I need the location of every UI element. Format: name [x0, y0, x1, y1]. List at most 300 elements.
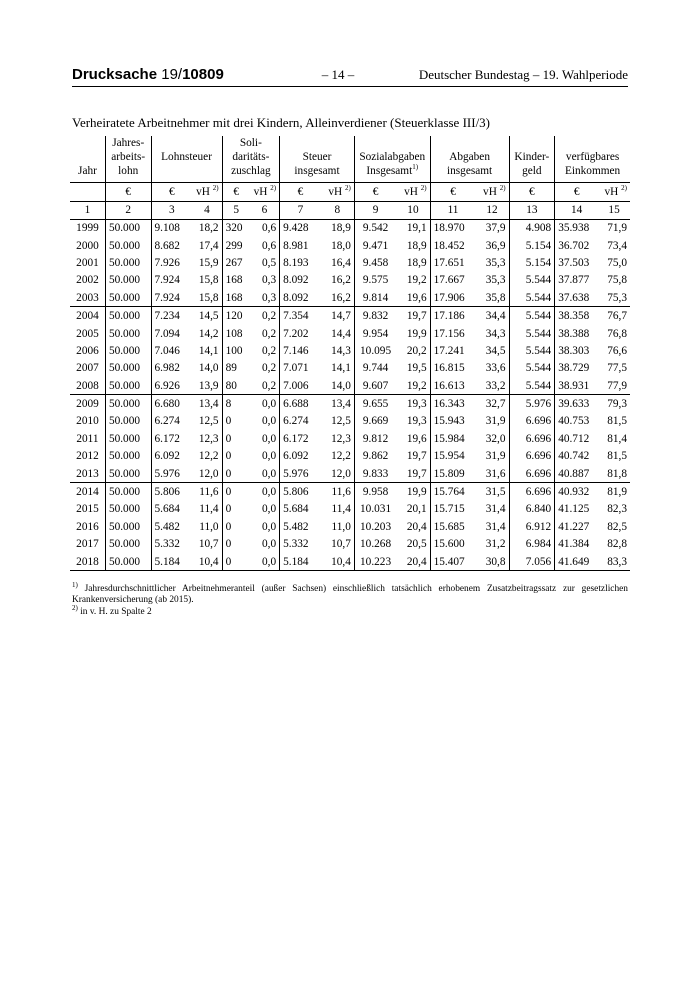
cell-abgaben-vh: 33,2 — [485, 379, 506, 392]
cell-steuer-vh: 12,3 — [331, 432, 351, 445]
data-table — [70, 136, 630, 571]
cell-einkommen-vh: 75,0 — [607, 256, 627, 269]
cell-lohnsteuer-eur: 6.926 — [151, 377, 192, 395]
unit-euro: € — [555, 182, 598, 201]
cell-einkommen-vh: 83,3 — [598, 553, 630, 571]
cell-lohnsteuer-vh: 10,7 — [198, 538, 219, 551]
cell-soli-vh: 0,6 — [262, 222, 277, 235]
cell-abgaben-vh: 31,9 — [485, 450, 506, 463]
cell-lohnsteuer-vh: 11,0 — [199, 520, 219, 533]
cell-lohnsteuer-eur: 7.094 — [151, 325, 192, 342]
cell-abgaben-eur: 15.809 — [430, 465, 475, 483]
cell-abgaben-eur: 15.943 — [430, 413, 475, 430]
cell-lohnsteuer-eur: 7.924 — [151, 289, 192, 307]
cell-kindergeld-eur: 5.544 — [509, 377, 555, 395]
cell-lohnsteuer-vh: 13,4 — [192, 395, 222, 413]
cell-lohnsteuer-vh: 17,4 — [198, 239, 219, 252]
cell-steuer-eur: 5.332 — [280, 536, 321, 553]
header-sozial-1: Sozialabgaben — [354, 150, 430, 164]
cell-soli-vh: 0,0 — [250, 553, 280, 571]
column-number: 2 — [105, 201, 151, 219]
page-header — [72, 64, 628, 87]
cell-einkommen-vh: 82,8 — [607, 538, 627, 551]
cell-abgaben-eur: 17.906 — [430, 289, 475, 307]
cell-lohnsteuer-eur: 5.684 — [151, 501, 192, 518]
cell-einkommen-eur: 38.931 — [555, 377, 598, 395]
cell-jahr: 2018 — [70, 553, 105, 571]
cell-einkommen-eur: 41.125 — [555, 501, 598, 518]
cell-lohnsteuer-eur: 5.806 — [151, 483, 192, 501]
cell-sozial-eur: 9.954 — [354, 325, 396, 342]
publisher: Deutscher Bundestag – 19. Wahlperiode — [418, 67, 628, 82]
cell-sozial-vh: 18,9 — [406, 239, 427, 252]
cell-jahresarbeitslohn: 50.000 — [105, 219, 151, 237]
cell-abgaben-vh: 31,4 — [485, 520, 506, 533]
cell-abgaben-eur: 17.651 — [430, 254, 475, 271]
cell-jahr: 2016 — [76, 520, 99, 533]
cell-sozial-eur: 9.812 — [354, 430, 396, 447]
cell-lohnsteuer-eur: 6.680 — [151, 395, 192, 413]
cell-lohnsteuer-eur: 7.046 — [151, 342, 192, 359]
cell-einkommen-eur: 36.702 — [555, 237, 598, 254]
unit-euro: € — [509, 182, 555, 201]
table-row — [70, 289, 630, 307]
cell-steuer-vh: 11,0 — [331, 520, 351, 533]
cell-sozial-eur: 9.814 — [354, 289, 396, 307]
cell-steuer-eur: 6.274 — [280, 413, 321, 430]
cell-steuer-vh: 12,0 — [331, 467, 351, 480]
table-row — [70, 430, 630, 447]
cell-kindergeld-eur: 5.976 — [509, 395, 555, 413]
cell-jahr: 2015 — [76, 503, 99, 516]
cell-steuer-eur: 8.092 — [280, 272, 321, 289]
cell-steuer-vh: 14,0 — [331, 379, 351, 392]
cell-kindergeld-eur: 4.908 — [509, 219, 555, 237]
cell-jahr: 2006 — [76, 344, 99, 357]
cell-steuer-vh: 11,4 — [331, 503, 351, 516]
cell-steuer-eur: 8.193 — [280, 254, 321, 271]
header-verfuegbar-1: verfügbares — [555, 150, 630, 164]
column-number: 5 — [222, 201, 250, 219]
cell-kindergeld-eur: 6.696 — [509, 413, 555, 430]
column-number: 10 — [396, 201, 430, 219]
cell-jahr: 2002 — [76, 274, 99, 287]
header-lohnsteuer: Lohnsteuer — [151, 150, 222, 164]
cell-steuer-vh: 18,0 — [331, 239, 351, 252]
cell-abgaben-eur: 15.407 — [430, 553, 475, 571]
cell-abgaben-vh: 35,8 — [485, 291, 506, 304]
cell-abgaben-vh: 37,9 — [485, 222, 506, 235]
table-row — [70, 465, 630, 483]
cell-einkommen-vh: 81,8 — [607, 467, 627, 480]
cell-steuer-eur: 8.981 — [280, 237, 321, 254]
cell-abgaben-vh: 32,7 — [475, 395, 509, 413]
cell-sozial-eur: 10.268 — [354, 536, 396, 553]
cell-sozial-vh: 20,5 — [406, 538, 427, 551]
cell-jahresarbeitslohn: 50.000 — [105, 483, 151, 501]
cell-lohnsteuer-vh: 14,1 — [198, 344, 219, 357]
unit-euro: € — [280, 182, 321, 201]
cell-einkommen-vh: 81,5 — [607, 415, 627, 428]
cell-kindergeld-eur: 6.840 — [509, 501, 555, 518]
table-row — [70, 395, 630, 413]
table-row — [70, 272, 630, 289]
unit-vh: vH $^{2)}$ — [598, 182, 630, 201]
cell-jahr: 2011 — [76, 432, 99, 445]
cell-abgaben-vh: 34,5 — [485, 344, 506, 357]
year-group — [70, 219, 630, 307]
cell-lohnsteuer-eur: 8.682 — [151, 237, 192, 254]
cell-soli-eur: 80 — [222, 377, 250, 395]
cell-lohnsteuer-vh: 18,2 — [198, 222, 219, 235]
cell-steuer-eur: 5.976 — [280, 465, 321, 483]
cell-steuer-eur: 8.092 — [280, 289, 321, 307]
cell-soli-eur: 0 — [222, 413, 250, 430]
cell-einkommen-eur: 41.649 — [555, 553, 598, 571]
header-kindergeld-1: Kinder- — [509, 150, 555, 164]
cell-lohnsteuer-eur: 9.108 — [151, 219, 192, 237]
cell-sozial-vh: 19,3 — [396, 395, 430, 413]
cell-einkommen-eur: 41.227 — [555, 518, 598, 535]
cell-abgaben-eur: 15.984 — [430, 430, 475, 447]
cell-soli-eur: 120 — [222, 307, 250, 325]
cell-steuer-eur: 6.172 — [280, 430, 321, 447]
cell-steuer-vh: 13,4 — [321, 395, 355, 413]
cell-einkommen-vh: 82,3 — [607, 503, 627, 516]
cell-sozial-vh: 19,5 — [406, 362, 427, 375]
cell-jahr: 2004 — [70, 307, 105, 325]
cell-kindergeld-eur: 5.154 — [509, 254, 555, 271]
table-header — [70, 136, 630, 182]
cell-sozial-vh: 18,9 — [406, 256, 427, 269]
cell-jahr: 2008 — [76, 379, 99, 392]
cell-abgaben-eur: 18.970 — [430, 219, 475, 237]
cell-jahr: 2009 — [70, 395, 105, 413]
cell-einkommen-eur: 38.729 — [555, 360, 598, 377]
cell-abgaben-eur: 15.715 — [430, 501, 475, 518]
cell-soli-vh: 0,3 — [262, 291, 277, 304]
cell-soli-eur: 100 — [222, 342, 250, 359]
cell-jahresarbeitslohn: 50.000 — [105, 325, 151, 342]
cell-soli-vh: 0,0 — [262, 538, 277, 551]
unit-vh: vH $^{2)}$ — [396, 182, 430, 201]
cell-abgaben-vh: 34,3 — [485, 327, 506, 340]
cell-soli-eur: 299 — [222, 237, 250, 254]
unit-vh: vH $^{2)}$ — [192, 182, 222, 201]
cell-einkommen-eur: 35.938 — [555, 219, 598, 237]
cell-jahr: 2012 — [76, 450, 99, 463]
cell-kindergeld-eur: 5.154 — [509, 237, 555, 254]
cell-jahr: 1999 — [76, 222, 99, 235]
doc-number-prefix: 19/ — [161, 66, 183, 83]
cell-jahresarbeitslohn: 50.000 — [105, 536, 151, 553]
cell-steuer-eur: 6.092 — [280, 448, 321, 465]
cell-abgaben-vh: 31,2 — [485, 538, 506, 551]
column-number: 3 — [151, 201, 192, 219]
header-sozial-2: Insgesamt$^{1)}$ — [354, 164, 430, 178]
cell-einkommen-eur: 37.503 — [555, 254, 598, 271]
unit-euro: € — [430, 182, 475, 201]
cell-kindergeld-eur: 6.696 — [509, 448, 555, 465]
cell-abgaben-eur: 17.667 — [430, 272, 475, 289]
cell-jahresarbeitslohn: 50.000 — [105, 518, 151, 535]
cell-sozial-eur: 9.744 — [354, 360, 396, 377]
cell-sozial-eur: 9.471 — [354, 237, 396, 254]
cell-einkommen-eur: 40.932 — [555, 483, 598, 501]
cell-jahresarbeitslohn: 50.000 — [105, 377, 151, 395]
cell-steuer-vh: 14,1 — [331, 362, 351, 375]
header-jahresarbeitslohn-1: Jahres- — [105, 136, 151, 150]
cell-steuer-vh: 14,7 — [321, 307, 355, 325]
cell-steuer-vh: 11,6 — [321, 483, 355, 501]
cell-einkommen-eur: 40.887 — [555, 465, 598, 483]
cell-abgaben-vh: 31,4 — [485, 503, 506, 516]
cell-soli-eur: 108 — [222, 325, 250, 342]
cell-sozial-vh: 20,2 — [406, 344, 427, 357]
cell-lohnsteuer-eur: 7.926 — [151, 254, 192, 271]
cell-steuer-eur: 5.482 — [280, 518, 321, 535]
column-number: 13 — [509, 201, 555, 219]
cell-kindergeld-eur: 6.696 — [509, 430, 555, 447]
cell-sozial-eur: 9.655 — [354, 395, 396, 413]
cell-steuer-vh: 12,5 — [331, 415, 351, 428]
cell-sozial-vh: 19,9 — [396, 483, 430, 501]
cell-einkommen-eur: 38.388 — [555, 325, 598, 342]
cell-sozial-eur: 10.095 — [354, 342, 396, 359]
cell-lohnsteuer-vh: 12,5 — [198, 415, 219, 428]
cell-sozial-eur: 10.223 — [354, 553, 396, 571]
cell-einkommen-vh: 76,7 — [598, 307, 630, 325]
cell-jahr: 2001 — [76, 256, 99, 269]
cell-lohnsteuer-vh: 12,3 — [198, 432, 219, 445]
cell-steuer-eur: 7.146 — [280, 342, 321, 359]
cell-steuer-eur: 7.071 — [280, 360, 321, 377]
page-number: – 14 – — [321, 67, 355, 82]
cell-steuer-vh: 14,3 — [331, 344, 351, 357]
table-row — [70, 413, 630, 430]
cell-abgaben-eur: 15.600 — [430, 536, 475, 553]
cell-abgaben-eur: 15.764 — [430, 483, 475, 501]
cell-einkommen-eur: 41.384 — [555, 536, 598, 553]
cell-jahr: 2013 — [76, 467, 99, 480]
table-row — [70, 307, 630, 325]
table-row — [70, 360, 630, 377]
cell-sozial-eur: 9.607 — [354, 377, 396, 395]
cell-einkommen-vh: 81,5 — [607, 450, 627, 463]
cell-jahresarbeitslohn: 50.000 — [105, 465, 151, 483]
cell-sozial-vh: 19,3 — [406, 415, 427, 428]
table-row — [70, 237, 630, 254]
header-soli-3: zuschlag — [222, 164, 280, 178]
cell-soli-vh: 0,0 — [262, 432, 277, 445]
cell-lohnsteuer-eur: 7.234 — [151, 307, 192, 325]
cell-abgaben-vh: 30,8 — [475, 553, 509, 571]
cell-kindergeld-eur: 5.544 — [509, 272, 555, 289]
cell-lohnsteuer-eur: 6.172 — [151, 430, 192, 447]
cell-soli-vh: 0,2 — [262, 379, 277, 392]
column-number: 9 — [354, 201, 396, 219]
cell-abgaben-eur: 18.452 — [430, 237, 475, 254]
cell-lohnsteuer-vh: 13,9 — [198, 379, 219, 392]
table-row — [70, 536, 630, 553]
header-jahresarbeitslohn-2: arbeits- — [105, 150, 151, 164]
cell-steuer-vh: 16,2 — [331, 291, 351, 304]
cell-lohnsteuer-eur: 5.184 — [151, 553, 192, 571]
cell-einkommen-eur: 40.712 — [555, 430, 598, 447]
cell-abgaben-vh: 33,6 — [485, 362, 506, 375]
year-group — [70, 483, 630, 571]
cell-abgaben-eur: 16.343 — [430, 395, 475, 413]
cell-soli-vh: 0,2 — [250, 307, 280, 325]
table-row — [70, 342, 630, 359]
cell-soli-vh: 0,0 — [262, 467, 277, 480]
cell-lohnsteuer-eur: 6.092 — [151, 448, 192, 465]
cell-soli-vh: 0,0 — [250, 483, 280, 501]
header-steuer-2: insgesamt — [280, 164, 355, 178]
cell-kindergeld-eur: 6.696 — [509, 465, 555, 483]
cell-soli-eur: 168 — [222, 289, 250, 307]
cell-sozial-vh: 19,7 — [396, 307, 430, 325]
cell-sozial-vh: 19,1 — [406, 222, 427, 235]
cell-einkommen-eur: 38.358 — [555, 307, 598, 325]
cell-soli-eur: 0 — [222, 448, 250, 465]
cell-kindergeld-eur: 6.912 — [509, 518, 555, 535]
cell-sozial-vh: 19,6 — [406, 432, 427, 445]
column-number: 6 — [250, 201, 280, 219]
cell-kindergeld-eur: 5.544 — [509, 307, 555, 325]
cell-jahresarbeitslohn: 50.000 — [105, 289, 151, 307]
cell-steuer-eur: 7.006 — [280, 377, 321, 395]
cell-steuer-vh: 14,4 — [331, 327, 351, 340]
cell-sozial-eur: 9.862 — [354, 448, 396, 465]
column-number: 1 — [70, 201, 105, 219]
cell-kindergeld-eur: 6.696 — [509, 483, 555, 501]
footnote-1: $^{1)}$ Jahresdurchschnittlicher Arbeitnehmeranteil (außer Sachsen) einschließlich tatsächlich erhobenem Zusatzbeitragssatz zur gesetzlichen Krankenversicherung (ab 2015). — [72, 580, 628, 605]
cell-abgaben-eur: 15.954 — [430, 448, 475, 465]
footnote-ref-1: 1) — [412, 163, 419, 172]
cell-einkommen-vh: 81,9 — [598, 483, 630, 501]
year-group — [70, 395, 630, 483]
cell-abgaben-eur: 17.156 — [430, 325, 475, 342]
cell-sozial-eur: 9.833 — [354, 465, 396, 483]
cell-soli-eur: 320 — [222, 219, 250, 237]
cell-sozial-eur: 10.031 — [354, 501, 396, 518]
cell-abgaben-eur: 16.613 — [430, 377, 475, 395]
unit-vh: vH $^{2)}$ — [250, 182, 280, 201]
cell-kindergeld-eur: 6.984 — [509, 536, 555, 553]
cell-steuer-eur: 5.684 — [280, 501, 321, 518]
cell-lohnsteuer-vh: 15,8 — [198, 291, 219, 304]
cell-lohnsteuer-vh: 12,0 — [198, 467, 219, 480]
header-steuer-1: Steuer — [280, 150, 355, 164]
cell-soli-vh: 0,5 — [262, 256, 277, 269]
cell-einkommen-eur: 40.753 — [555, 413, 598, 430]
cell-soli-eur: 0 — [222, 430, 250, 447]
cell-jahresarbeitslohn: 50.000 — [105, 272, 151, 289]
cell-soli-eur: 168 — [222, 272, 250, 289]
table-row — [70, 377, 630, 395]
cell-einkommen-vh: 82,5 — [607, 520, 627, 533]
cell-jahr: 2014 — [70, 483, 105, 501]
cell-kindergeld-eur: 7.056 — [509, 553, 555, 571]
cell-einkommen-vh: 81,4 — [607, 432, 627, 445]
cell-soli-eur: 0 — [222, 483, 250, 501]
cell-sozial-vh: 20,1 — [406, 503, 427, 516]
cell-jahr: 2007 — [76, 362, 99, 375]
cell-sozial-eur: 9.958 — [354, 483, 396, 501]
cell-lohnsteuer-eur: 6.982 — [151, 360, 192, 377]
cell-einkommen-eur: 37.877 — [555, 272, 598, 289]
cell-soli-vh: 0,6 — [262, 239, 277, 252]
cell-einkommen-eur: 37.638 — [555, 289, 598, 307]
cell-sozial-eur: 9.575 — [354, 272, 396, 289]
column-number: 8 — [321, 201, 355, 219]
cell-sozial-vh: 19,2 — [406, 274, 427, 287]
column-number: 15 — [598, 201, 630, 219]
column-number: 14 — [555, 201, 598, 219]
cell-lohnsteuer-eur: 7.924 — [151, 272, 192, 289]
year-group — [70, 307, 630, 395]
cell-lohnsteuer-eur: 5.976 — [151, 465, 192, 483]
cell-soli-eur: 267 — [222, 254, 250, 271]
cell-abgaben-eur: 17.186 — [430, 307, 475, 325]
cell-jahresarbeitslohn: 50.000 — [105, 395, 151, 413]
cell-einkommen-vh: 71,9 — [607, 222, 627, 235]
cell-soli-eur: 89 — [222, 360, 250, 377]
table-row — [70, 448, 630, 465]
cell-abgaben-vh: 31,5 — [475, 483, 509, 501]
cell-jahr: 2017 — [76, 538, 99, 551]
cell-lohnsteuer-vh: 10,4 — [192, 553, 222, 571]
cell-steuer-eur: 7.354 — [280, 307, 321, 325]
cell-jahresarbeitslohn: 50.000 — [105, 254, 151, 271]
table-row — [70, 553, 630, 571]
cell-steuer-vh: 18,9 — [331, 222, 351, 235]
header-jahr: Jahr — [78, 165, 97, 177]
table-caption: Verheiratete Arbeitnehmer mit drei Kindern, Alleinverdiener (Steuerklasse III/3) — [72, 115, 491, 130]
header-abgaben-2: insgesamt — [430, 164, 509, 178]
cell-kindergeld-eur: 5.544 — [509, 289, 555, 307]
cell-soli-vh: 0,0 — [262, 520, 277, 533]
table-row — [70, 219, 630, 237]
cell-jahresarbeitslohn: 50.000 — [105, 501, 151, 518]
cell-steuer-eur: 9.428 — [280, 219, 321, 237]
cell-soli-eur: 0 — [222, 536, 250, 553]
cell-soli-vh: 0,0 — [262, 503, 277, 516]
table-row — [70, 325, 630, 342]
cell-abgaben-vh: 31,9 — [485, 415, 506, 428]
column-number: 7 — [280, 201, 321, 219]
cell-sozial-eur: 9.542 — [354, 219, 396, 237]
cell-soli-vh: 0,2 — [262, 344, 277, 357]
cell-einkommen-vh: 75,8 — [607, 274, 627, 287]
cell-einkommen-vh: 76,8 — [607, 327, 627, 340]
doc-label: Drucksache — [72, 66, 158, 83]
cell-soli-vh: 0,2 — [262, 327, 277, 340]
cell-lohnsteuer-vh: 14,5 — [192, 307, 222, 325]
cell-soli-eur: 0 — [222, 553, 250, 571]
cell-soli-vh: 0,3 — [262, 274, 277, 287]
cell-jahresarbeitslohn: 50.000 — [105, 430, 151, 447]
cell-jahresarbeitslohn: 50.000 — [105, 360, 151, 377]
cell-abgaben-vh: 35,3 — [485, 256, 506, 269]
cell-einkommen-eur: 38.303 — [555, 342, 598, 359]
cell-steuer-vh: 16,4 — [331, 256, 351, 269]
cell-einkommen-vh: 77,5 — [607, 362, 627, 375]
column-numbers-row — [70, 201, 630, 219]
cell-einkommen-vh: 75,3 — [607, 291, 627, 304]
cell-einkommen-vh: 79,3 — [598, 395, 630, 413]
